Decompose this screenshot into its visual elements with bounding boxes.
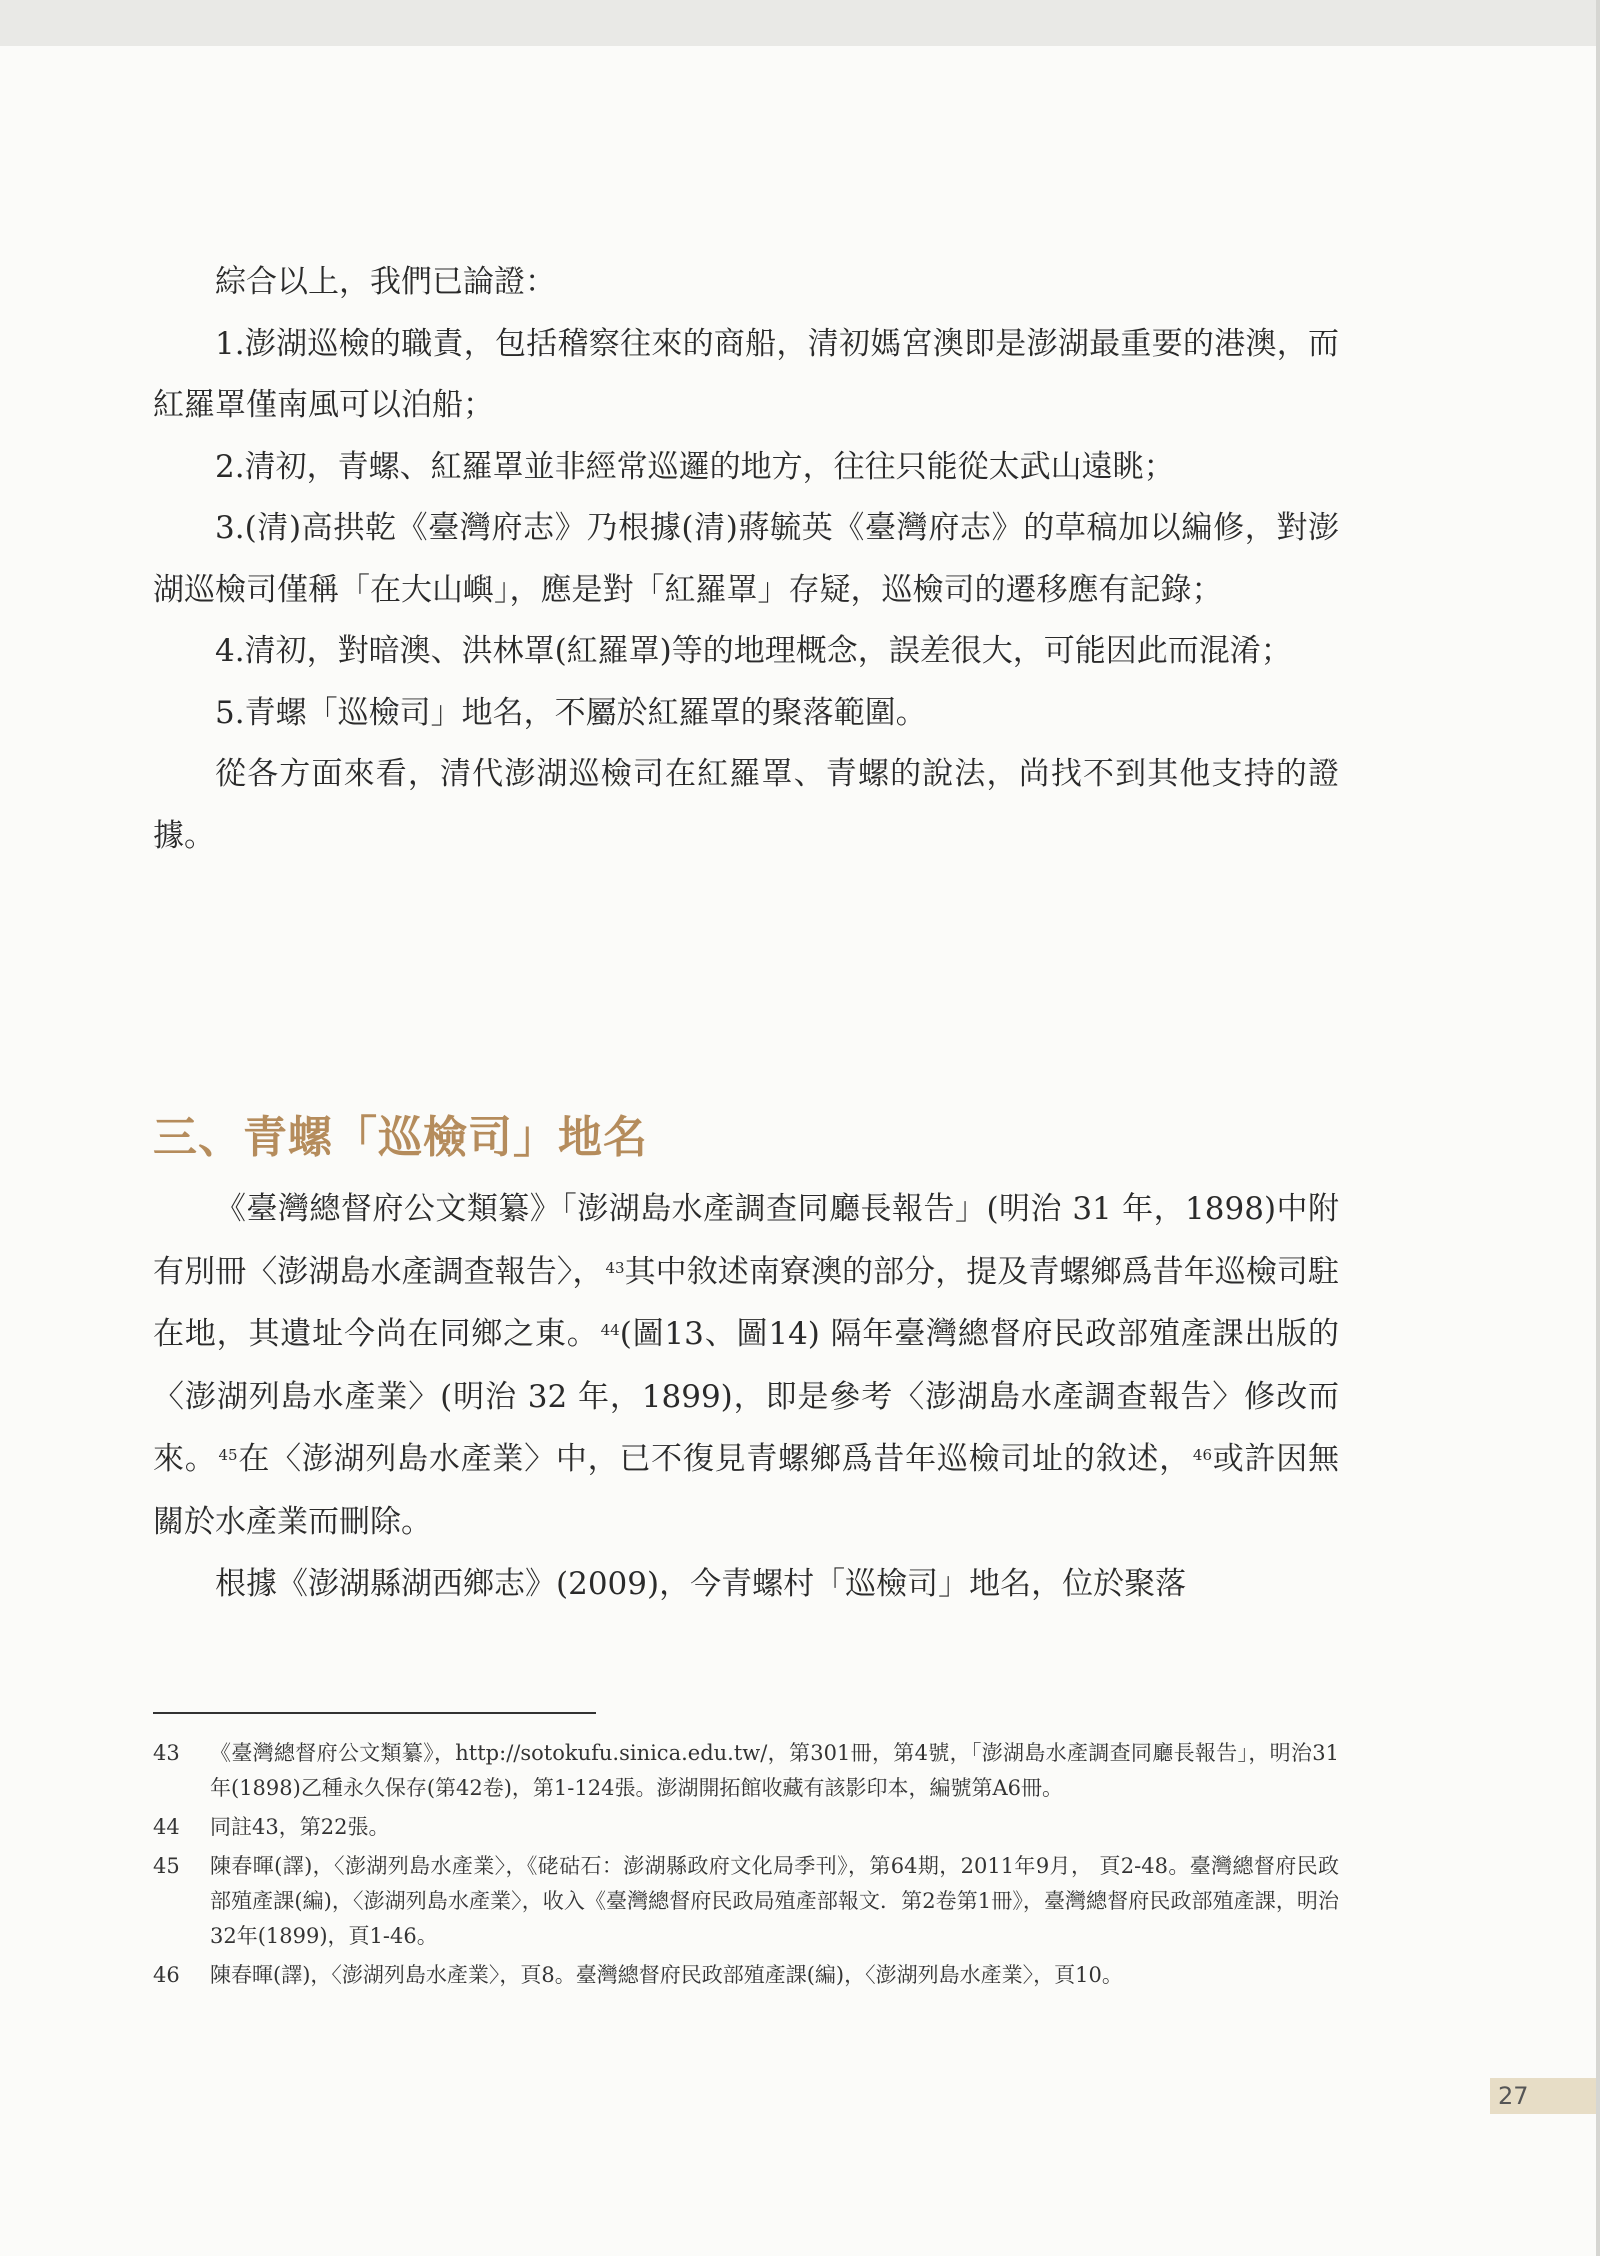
section-body <box>153 1178 1339 1616</box>
footnote-text: 陳春暉(譯)，〈澎湖列島水產業〉，頁8。臺灣總督府民政部殖產課(編)，〈澎湖列島水產業〉，頁10。 <box>210 1963 1123 1987</box>
footnote <box>153 1736 1339 1806</box>
text-run: 《臺灣總督府公文類纂》「澎湖島水產調查同廳長報告」(明治 31 年，1898)中附有別冊〈澎湖島水產調查報告〉， <box>153 1191 1339 1290</box>
footnote <box>153 1958 1339 1993</box>
scan-top-band <box>0 0 1600 46</box>
section-paragraph <box>153 1178 1339 1553</box>
footnote-ref: 44 <box>600 1321 620 1339</box>
section-paragraph: 根據《澎湖縣湖西鄉志》(2009)，今青螺村「巡檢司」地名，位於聚落 <box>215 1566 1187 1602</box>
footnote-ref: 45 <box>218 1446 238 1464</box>
summary-paragraph: 5.青螺「巡檢司」地名，不屬於紅羅罩的聚落範圍。 <box>215 694 927 731</box>
footnote-ref: 43 <box>605 1258 625 1277</box>
summary-paragraph: 3.(清)高拱乾《臺灣府志》乃根據(清)蔣毓英《臺灣府志》的草稿加以編修，對澎湖巡檢司僅稱「在大山嶼」，應是對「紅羅罩」存疑，巡檢司的遷移應有記錄； <box>153 510 1339 608</box>
text-run: 或許因無關於水產業而刪除。 <box>153 1441 1340 1540</box>
footnote-text: 《臺灣總督府公文類纂》，http://sotokufu.sinica.edu.tw/，第301冊，第4號，「澎湖島水產調查同廳長報告」，明治31年(1898)乙種永久保存(第42卷)，第1-124張。澎湖開拓館收藏有該影印本，編號第A6冊。 <box>210 1741 1339 1800</box>
page-number: 27 <box>1498 2082 1529 2110</box>
summary-paragraph: 1.澎湖巡檢的職責，包括稽察往來的商船，清初媽宮澳即是澎湖最重要的港澳，而紅羅罩僅南風可以泊船； <box>153 325 1339 423</box>
summary-paragraph: 綜合以上，我們已論證： <box>215 264 556 300</box>
summary-block <box>153 252 1339 867</box>
footnote <box>153 1849 1339 1954</box>
footnote-rule <box>153 1712 596 1714</box>
footnote-text: 同註43，第22張。 <box>210 1815 390 1839</box>
text-run: 其中敘述南寮澳的部分，提及青螺鄉爲昔年巡檢司駐在地，其遺址今尚在同鄉之東。 <box>153 1253 1340 1352</box>
footnote-number: 44 <box>153 1815 180 1839</box>
footnote-number: 43 <box>153 1741 180 1765</box>
summary-paragraph: 2.清初，青螺、紅羅罩並非經常巡邏的地方，往往只能從太武山遠眺； <box>215 448 1175 485</box>
footnote-number: 45 <box>153 1854 180 1878</box>
section-heading: 三、青螺「巡檢司」地名 <box>153 1112 648 1163</box>
text-run: (圖13、圖14) 隔年臺灣總督府民政部殖產課出版的〈澎湖列島水產業〉(明治 32 年，1899)，即是參考〈澎湖島水產調查報告〉修改而來。 <box>153 1316 1340 1477</box>
summary-paragraph: 4.清初，對暗澳、洪林罩(紅羅罩)等的地理概念，誤差很大，可能因此而混淆； <box>215 633 1292 669</box>
footnotes <box>153 1736 1339 1997</box>
footnote-ref: 46 <box>1192 1446 1213 1464</box>
scan-right-edge <box>1596 0 1600 2256</box>
footnote-text: 陳春暉(譯)，〈澎湖列島水產業〉，《硓𥑮石：澎湖縣政府文化局季刊》，第64期，2011年9月， 頁2-48。臺灣總督府民政部殖產課(編)，〈澎湖列島水產業〉，收入《臺灣總督府民政局殖產部報文．第2卷第1冊》，臺灣總督府民政部殖產課，明治32年(1899)，頁1-46。 <box>210 1854 1339 1948</box>
footnote <box>153 1810 1339 1845</box>
summary-paragraph: 從各方面來看，清代澎湖巡檢司在紅羅罩、青螺的說法，尚找不到其他支持的證據。 <box>153 756 1339 854</box>
text-run: 在〈澎湖列島水產業〉中，已不復見青螺鄉爲昔年巡檢司址的敘述， <box>237 1441 1191 1477</box>
footnote-number: 46 <box>153 1963 180 1987</box>
